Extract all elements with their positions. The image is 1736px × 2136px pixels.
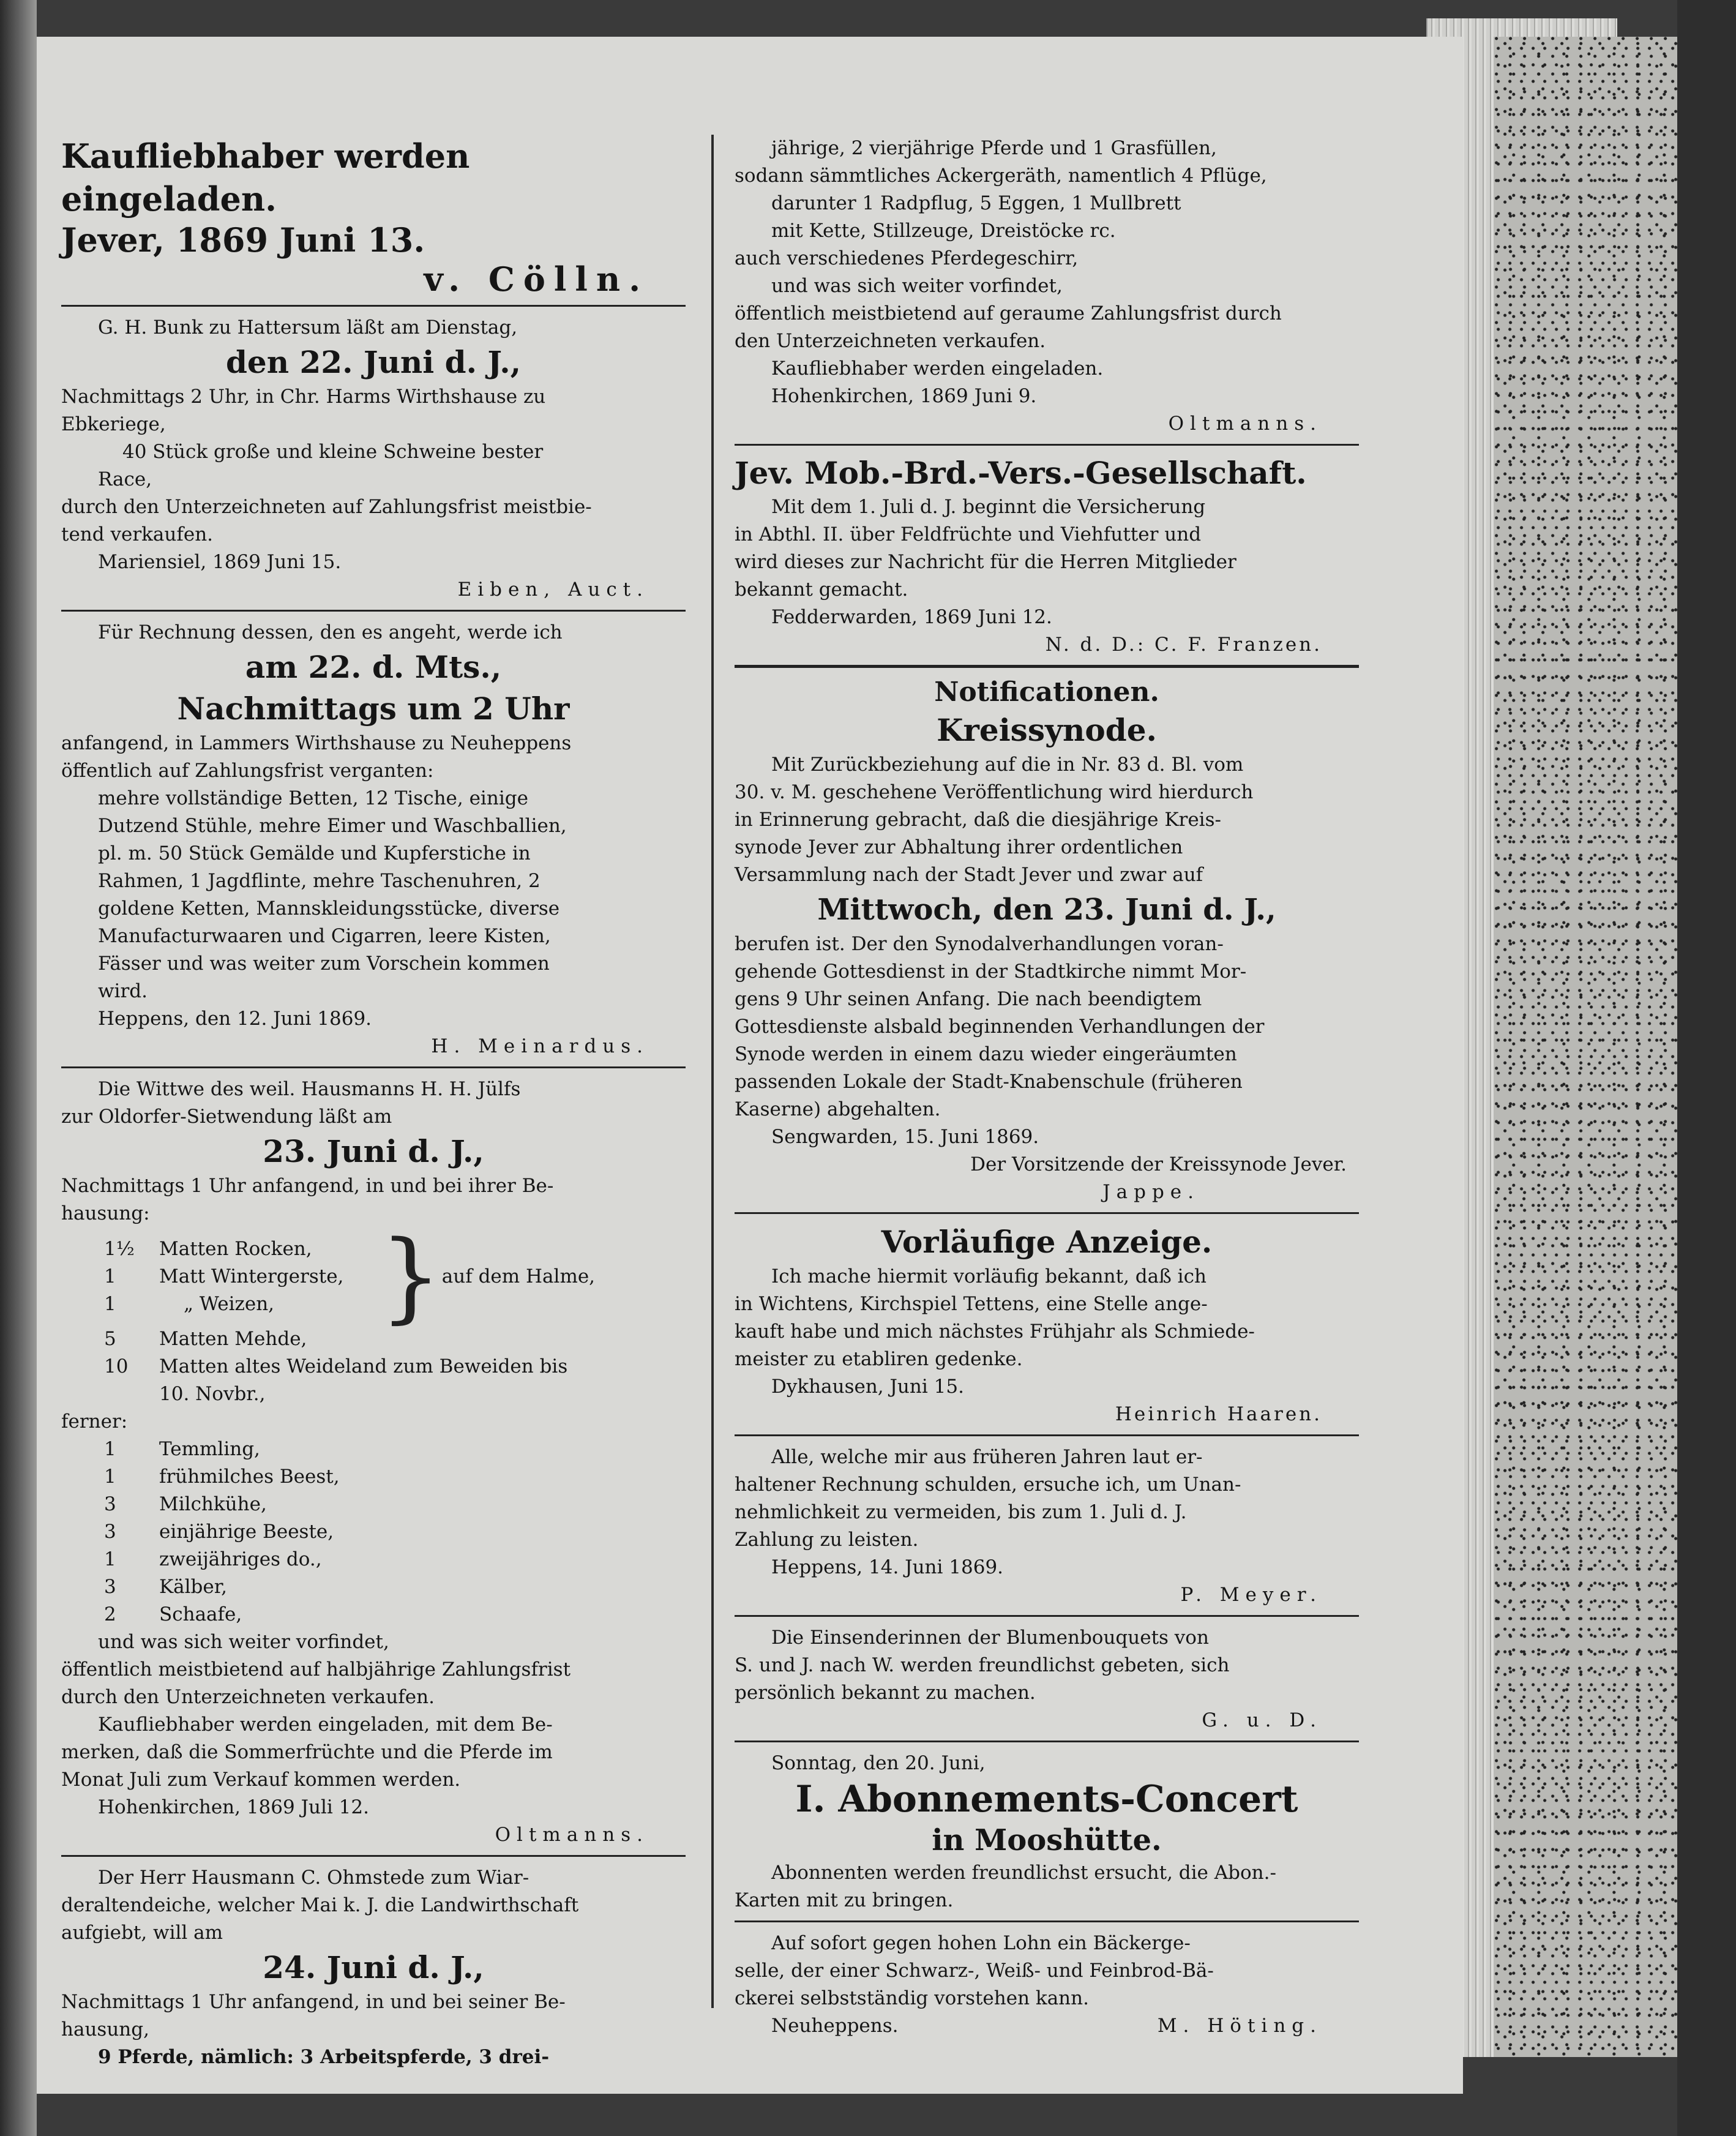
text-line: Nachmittags 2 Uhr, in Chr. Harms Wirthshause zu (61, 386, 546, 408)
text-line: hausung, (61, 2018, 149, 2040)
ad-date: 23. Juni d. J., (263, 1133, 484, 1169)
text-line: Der Herr Hausmann C. Ohmstede zum Wiar- (98, 1867, 529, 1889)
text-line: Gottesdienste alsbald beginnenden Verhandlungen der (735, 1016, 1265, 1038)
text-line: persönlich bekannt zu machen. (735, 1682, 1036, 1704)
list-item: 2 Schaafe, (104, 1603, 242, 1625)
text-line: selle, der einer Schwarz-, Weiß- und Feinbrod-Bä- (735, 1960, 1214, 1982)
notice-date: Mittwoch, den 23. Juni d. J., (817, 893, 1276, 927)
text-line: in Wichtens, Kirchspiel Tettens, eine Stelle ange- (735, 1293, 1208, 1315)
signature: M. Höting. (1157, 2015, 1322, 2037)
text-line: durch den Unterzeichneten auf Zahlungsfrist meistbie- (61, 496, 592, 518)
notice-synod (735, 675, 1359, 1206)
ad-ohmstede (61, 1864, 686, 2071)
text-line: wird dieses zur Nachricht für die Herren Mitglieder (735, 551, 1237, 573)
text-line: Sengwarden, 15. Juni 1869. (771, 1126, 1039, 1148)
section-heading: Notificationen. (934, 676, 1159, 708)
ad-baker (735, 1930, 1359, 2040)
text-line: in Abthl. II. über Feldfrüchte und Viehfutter und (735, 523, 1202, 545)
book-edge-speckle (1494, 37, 1677, 2057)
text-line: Heppens, den 12. Juni 1869. (98, 1008, 372, 1030)
list-item: 1 „ Weizen, (104, 1292, 275, 1315)
signature: Jappe. (1102, 1181, 1200, 1203)
signature: Eiben, Auct. (457, 579, 649, 601)
list-item: 3 einjährige Beeste, (104, 1521, 334, 1543)
ad-insurance (735, 453, 1359, 659)
text-line: und was sich weiter vorfindet, (98, 1631, 389, 1653)
text-line: öffentlich meistbietend auf geraume Zahlungsfrist durch (735, 302, 1282, 324)
text-line: Karten mit zu bringen. (735, 1889, 954, 1911)
text-line: hausung: (61, 1202, 150, 1224)
text-line: Rahmen, 1 Jagdflinte, mehre Taschenuhren, 2 (98, 870, 541, 892)
ad-date: den 22. Juni d. J., (225, 344, 522, 380)
signature-line (735, 2012, 1359, 2040)
background-right (1677, 0, 1736, 2136)
text-line: Fässer und was weiter zum Vorschein kommen (98, 953, 550, 975)
text-line: 30. v. M. geschehene Veröffentlichung wird hierdurch (735, 781, 1254, 803)
text-line: ferner: (61, 1411, 128, 1433)
divider (61, 1066, 686, 1068)
right-column (735, 135, 1359, 2040)
text-line: berufen ist. Der den Synodalverhandlungen voran- (735, 933, 1224, 955)
book-gutter (0, 0, 37, 2136)
concert-heading: I. Abonnements-Concert (795, 1778, 1298, 1821)
text-line: Auf sofort gegen hohen Lohn ein Bäckerge- (771, 1932, 1191, 1954)
text-line: Ebkeriege, (61, 413, 166, 435)
text-line: Synode werden in einem dazu wieder eingeräumten (735, 1043, 1237, 1065)
text-line: bekannt gemacht. (735, 579, 908, 601)
ad-lammers (61, 619, 686, 1060)
list-item: 10 Matten altes Weideland zum Beweiden bis (104, 1355, 568, 1377)
notice-heading: Kreissynode. (937, 712, 1157, 748)
text-line: haltener Rechnung schulden, ersuche ich, um Unan- (735, 1474, 1241, 1496)
text-line: Dutzend Stühle, mehre Eimer und Waschballien, (98, 815, 567, 837)
text-line: Heppens, 14. Juni 1869. (771, 1556, 1004, 1578)
left-column (61, 135, 686, 2071)
list-item: 1½ Matten Rocken, (104, 1237, 312, 1260)
text-line: öffentlich meistbietend auf halbjährige Zahlungsfrist (61, 1658, 571, 1681)
ad-concert (735, 1750, 1359, 1914)
ad-date: 24. Juni d. J., (263, 1949, 484, 1985)
divider (735, 1615, 1359, 1617)
on-the-stalk-label: auf dem Halme, (441, 1265, 596, 1287)
divider (61, 1855, 686, 1857)
text-line: Neuheppens. (771, 2015, 899, 2037)
text-line: auch verschiedenes Pferdegeschirr, (735, 247, 1079, 269)
text-line: Zahlung zu leisten. (735, 1529, 919, 1551)
brace-glyph: } (380, 1219, 442, 1333)
text-line: Race, (98, 468, 152, 490)
text-line: Fedderwarden, 1869 Juni 12. (771, 606, 1052, 628)
divider (735, 1434, 1359, 1436)
signature: Oltmanns. (495, 1824, 649, 1846)
text-line: Nachmittags 1 Uhr anfangend, in und bei seiner Be- (61, 1991, 566, 2013)
text-line: in Erinnerung gebracht, daß die diesjährige Kreis- (735, 809, 1221, 831)
list-item: 1 Temmling, (104, 1438, 260, 1460)
text-line: tend verkaufen. (61, 523, 214, 545)
signature: P. Meyer. (1180, 1584, 1322, 1606)
text-line: mit Kette, Stillzeuge, Dreistöcke rc. (771, 220, 1116, 242)
ad-bouquets (735, 1624, 1359, 1734)
heading-kaufliebhaber: Kaufliebhaber werden eingeladen. (61, 137, 470, 219)
ad-heading: Vorläufige Anzeige. (881, 1224, 1213, 1260)
text-line: Der Vorsitzende der Kreissynode Jever. (970, 1153, 1347, 1175)
ad-date: am 22. d. Mts., (245, 649, 502, 685)
text-line: Für Rechnung dessen, den es angeht, werde ich (98, 621, 563, 643)
ad-juelfs (61, 1076, 686, 1849)
text-line: Ich mache hiermit vorläufig bekannt, daß ich (771, 1265, 1207, 1287)
divider (735, 444, 1359, 446)
divider (61, 610, 686, 612)
list-item: 3 Milchkühe, (104, 1493, 267, 1515)
ad-time: Nachmittags um 2 Uhr (177, 691, 570, 727)
list-item: 1 Matt Wintergerste, (104, 1265, 344, 1287)
list-item: 3 Kälber, (104, 1576, 228, 1598)
crop-list (61, 1219, 686, 1333)
divider (735, 665, 1359, 668)
text-line: den Unterzeichneten verkaufen. (735, 330, 1046, 352)
text-line: Hohenkirchen, 1869 Juni 9. (771, 385, 1037, 407)
text-line: öffentlich auf Zahlungsfrist verganten: (61, 760, 434, 782)
text-line: darunter 1 Radpflug, 5 Eggen, 1 Mullbrett (771, 192, 1181, 214)
text-line: wird. (98, 980, 148, 1002)
heading-jever-date: Jever, 1869 Juni 13. (61, 220, 425, 260)
signature: G. u. D. (1202, 1709, 1322, 1731)
concert-venue: in Mooshütte. (932, 1823, 1162, 1857)
text-line: merken, daß die Sommerfrüchte und die Pferde im (61, 1741, 553, 1763)
signature: H. Meinardus. (431, 1035, 649, 1057)
text-line: Versammlung nach der Stadt Jever und zwar auf (735, 864, 1203, 886)
text-line: Die Einsenderinnen der Blumenbouquets von (771, 1627, 1209, 1649)
text-line: durch den Unterzeichneten verkaufen. (61, 1686, 435, 1708)
text-line: mehre vollständige Betten, 12 Tische, einige (98, 787, 528, 809)
text-line: Hohenkirchen, 1869 Juli 12. (98, 1796, 369, 1818)
text-line: gens 9 Uhr seinen Anfang. Die nach beendigtem (735, 988, 1202, 1010)
heading-signature: v. Cölln. (424, 260, 649, 299)
text-line: Sonntag, den 20. Juni, (771, 1752, 986, 1774)
ad-bunk (61, 314, 686, 604)
text-line: kauft habe und mich nächstes Frühjahr als Schmiede- (735, 1321, 1255, 1343)
list-item: 1 zweijähriges do., (104, 1548, 322, 1570)
text-line: und was sich weiter vorfindet, (771, 275, 1063, 297)
divider (735, 1921, 1359, 1922)
ad-continued (735, 135, 1359, 438)
text-line: Mariensiel, 1869 Juni 15. (98, 551, 342, 573)
text-line: jährige, 2 vierjährige Pferde und 1 Grasfüllen, (771, 137, 1217, 159)
divider (735, 1212, 1359, 1214)
text-line: sodann sämmtliches Ackergeräth, namentlich 4 Pflüge, (735, 165, 1267, 187)
text-line: anfangend, in Lammers Wirthshause zu Neuheppens (61, 732, 572, 754)
text-line: zur Oldorfer-Sietwendung läßt am (61, 1106, 392, 1128)
text-line: Dykhausen, Juni 15. (771, 1376, 964, 1398)
text-line: meister zu etabliren gedenke. (735, 1348, 1023, 1370)
text-line: Kaserne) abgehalten. (735, 1098, 941, 1120)
signature: Oltmanns. (1168, 413, 1322, 435)
text-line: gehende Gottesdienst in der Stadtkirche nimmt Mor- (735, 961, 1247, 983)
newspaper-page (37, 37, 1463, 2094)
text-line: deraltendeiche, welcher Mai k. J. die Landwirthschaft (61, 1894, 579, 1916)
list-item: 10. Novbr., (159, 1383, 266, 1405)
insurance-heading: Jev. Mob.-Brd.-Vers.-Gesellschaft. (735, 455, 1307, 491)
text-line: Mit Zurückbeziehung auf die in Nr. 83 d. Bl. vom (771, 754, 1244, 776)
text-line: 40 Stück große und kleine Schweine bester (122, 441, 544, 463)
text-line: passenden Lokale der Stadt-Knabenschule (früheren (735, 1071, 1243, 1093)
list-item: 5 Matten Mehde, (104, 1328, 307, 1350)
text-line: Mit dem 1. Juli d. J. beginnt die Versicherung (771, 496, 1206, 518)
text-line: Monat Juli zum Verkauf kommen werden. (61, 1769, 461, 1791)
text-line: Kaufliebhaber werden eingeladen. (771, 358, 1104, 380)
text-line: goldene Ketten, Mannskleidungsstücke, diverse (98, 897, 560, 920)
text-line: Die Wittwe des weil. Hausmanns H. H. Jülfs (98, 1078, 521, 1100)
text-line: G. H. Bunk zu Hattersum läßt am Dienstag, (98, 317, 518, 339)
divider (61, 305, 686, 307)
divider (735, 1741, 1359, 1742)
ad-meyer (735, 1444, 1359, 1609)
text-line: Nachmittags 1 Uhr anfangend, in und bei ihrer Be- (61, 1175, 554, 1197)
text-line: S. und J. nach W. werden freundlichst gebeten, sich (735, 1654, 1230, 1676)
text-line: Kaufliebhaber werden eingeladen, mit dem Be- (98, 1714, 553, 1736)
text-line: pl. m. 50 Stück Gemälde und Kupferstiche in (98, 842, 531, 864)
text-line: Manufacturwaaren und Cigarren, leere Kisten, (98, 925, 551, 947)
text-line: nehmlichkeit zu vermeiden, bis zum 1. Juli d. J. (735, 1501, 1187, 1523)
ad-preliminary (735, 1221, 1359, 1428)
text-line: synode Jever zur Abhaltung ihrer ordentlichen (735, 836, 1183, 858)
list-item: 1 frühmilches Beest, (104, 1466, 340, 1488)
text-line: ckerei selbstständig vorstehen kann. (735, 1987, 1089, 2009)
text-line: 9 Pferde, nämlich: 3 Arbeitspferde, 3 drei- (98, 2046, 550, 2068)
column-rule (711, 135, 714, 2008)
text-line: aufgiebt, will am (61, 1922, 223, 1944)
text-line: Alle, welche mir aus früheren Jahren laut er- (771, 1446, 1203, 1468)
signature: N. d. D.: C. F. Franzen. (1045, 634, 1322, 656)
signature: Heinrich Haaren. (1115, 1403, 1322, 1425)
text-line: Abonnenten werden freundlichst ersucht, die Abon.- (771, 1862, 1276, 1884)
